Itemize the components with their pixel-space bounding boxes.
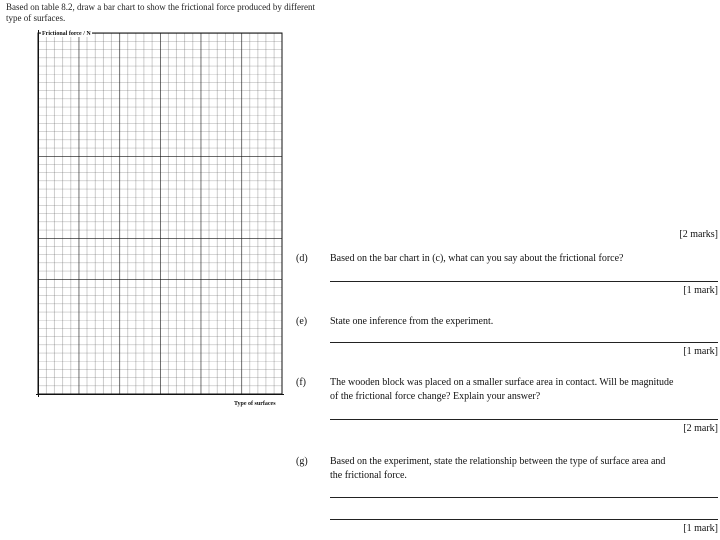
intro-text bbox=[6, 2, 315, 24]
question-g-line-2: the frictional force. bbox=[330, 470, 407, 481]
question-number-g: (g) bbox=[296, 456, 308, 467]
answer-line-e-1[interactable] bbox=[330, 342, 718, 343]
mark-e: [1 mark] bbox=[683, 346, 718, 357]
x-axis-label: Type of surfaces bbox=[234, 401, 276, 407]
mark-d: [1 mark] bbox=[683, 285, 718, 296]
question-number-d: (d) bbox=[296, 253, 308, 264]
x-axis bbox=[36, 394, 284, 395]
question-g-line-1: Based on the experiment, state the relationship between the type of surface area and bbox=[330, 456, 666, 467]
question-f-line-1: The wooden block was placed on a smaller surface area in contact. Will be magnitude bbox=[330, 377, 674, 388]
question-g bbox=[330, 455, 718, 483]
graph-grid bbox=[38, 33, 282, 394]
question-e-line-1: State one inference from the experiment. bbox=[330, 316, 494, 327]
question-number-e: (e) bbox=[296, 316, 308, 327]
graph-paper[interactable] bbox=[38, 33, 282, 394]
answer-line-g-1[interactable] bbox=[330, 497, 718, 498]
question-d-line-1: Based on the bar chart in (c), what can you say about the frictional force? bbox=[330, 253, 624, 264]
mark-f: [2 mark] bbox=[683, 423, 718, 434]
question-f bbox=[330, 376, 718, 404]
question-f-line-2: of the frictional force change? Explain your answer? bbox=[330, 391, 541, 402]
answer-line-d-1[interactable] bbox=[330, 281, 718, 282]
answer-line-f-1[interactable] bbox=[330, 419, 718, 420]
question-d bbox=[330, 252, 718, 266]
question-number-f: (f) bbox=[296, 377, 306, 388]
mark-g: [1 mark] bbox=[683, 523, 718, 534]
intro-line-2: type of surfaces. bbox=[6, 13, 66, 23]
y-axis bbox=[38, 30, 39, 397]
intro-line-1: Based on table 8.2, draw a bar chart to show the frictional force produced by different bbox=[6, 2, 315, 12]
previous-question-mark: [2 marks] bbox=[679, 229, 718, 240]
question-e bbox=[330, 315, 718, 329]
y-axis-label: Frictional force / N bbox=[42, 31, 91, 37]
answer-line-g-2[interactable] bbox=[330, 519, 718, 520]
